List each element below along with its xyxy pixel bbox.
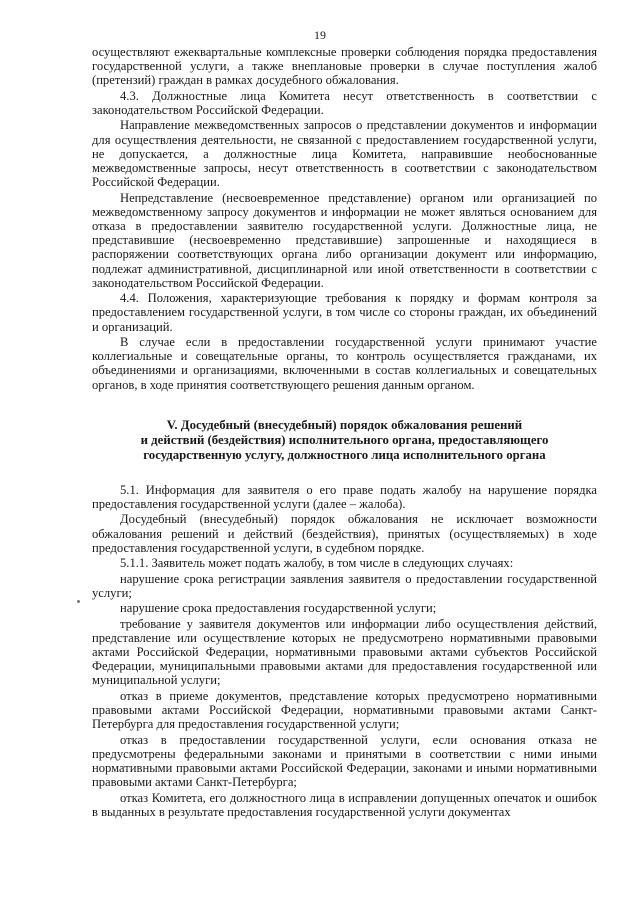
section-heading	[92, 418, 597, 463]
section-heading-line: и действий (бездействия) исполнительного органа, предоставляющего	[140, 432, 549, 447]
paragraph-5-1: 5.1. Информация для заявителя о его праве подать жалобу на нарушение порядка предоставления государственной услуги (далее – жалоба).	[92, 482, 597, 512]
paragraph-4-3: 4.3. Должностные лица Комитета несут ответственность в соответствии с законодательством Российской Федерации.	[92, 88, 597, 117]
paragraph-5-1-1: 5.1.1. Заявитель может подать жалобу, в том числе в следующих случаях:	[120, 556, 514, 571]
section-heading-line: V. Досудебный (внесудебный) порядок обжалования решений	[166, 417, 523, 432]
paragraph-4-4: 4.4. Положения, характеризующие требования к порядку и формам контроля за предоставлением государственной услуги, в том числе со стороны граждан, их объединений и организаций.	[92, 291, 597, 334]
paragraph-interagency-requests: Направление межведомственных запросов о представлении документов и информации для осуществления деятельности, не связанной с предоставлением государственной услуги, не допускается, а должностные лица Комитета, направившие необоснованные межведомственные запросы, несут ответственность в соответствии с законодательством Российской Федерации.	[92, 118, 597, 190]
list-item-service-deadline: нарушение срока предоставления государственной услуги;	[120, 601, 437, 616]
paragraph-continuation: осуществляют ежеквартальные комплексные проверки соблюдения порядка предоставления государственной услуги, а также внеплановые проверки в случае поступления жалоб (претензий) граждан в рамках досудебного обжалования.	[92, 45, 597, 88]
page-number: 19	[314, 28, 326, 42]
paragraph-pretrial-procedure: Досудебный (внесудебный) порядок обжалования не исключает возможности обжалования решений и действий (бездействия), принятых (осуществляемых) в ходе предоставления государственной услуги, в судебном порядке.	[92, 512, 597, 555]
list-item-refusal-of-service: отказ в предоставлении государственной услуги, если основания отказа не предусмотрены федеральными законами и принятыми в соответствии с ними иными нормативными правовыми актами Российской Федерации, законами и иными нормативными правовыми актами Санкт-Петербурга;	[92, 732, 597, 790]
section-heading-line: государственную услугу, должностного лица исполнительного органа	[143, 447, 546, 462]
scan-mark	[77, 600, 80, 603]
paragraph-collegial-bodies: В случае если в предоставлении государственной услуги принимают участие коллегиальные и совещательные органы, то контроль осуществляется гражданами, их объединениями и организациями, включенными в состав коллегиальных и совещательных органов, в ходе принятия соответствующего решения данным органом.	[92, 335, 597, 392]
paragraph-non-submission: Непредставление (несвоевременное представление) органом или организацией по межведомственному запросу документов и информации не может являться основанием для отказа в предоставлении заявителю государственной услуги. Должностные лица, не представившие (несвоевременно представившие) запрошенные и находящиеся в распоряжении соответствующих органа либо организации документ или информацию, подлежат административной, дисциплинарной или иной ответственности в соответствии с законодательством Российской Федерации.	[92, 190, 597, 290]
list-item-registration-deadline: нарушение срока регистрации заявления заявителя о предоставлении государственной услуги;	[92, 571, 597, 600]
list-item-refusal-to-correct: отказ Комитета, его должностного лица в исправлении допущенных опечаток и ошибок в выданных в результате предоставления государственной услуги документах	[92, 790, 597, 819]
list-item-document-requirement: требование у заявителя документов или информации либо осуществления действий, представление или осуществление которых не предусмотрено нормативными правовыми актами Российской Федерации, нормативными правовыми актами субъектов Российской Федерации, муниципальными правовыми актами для предоставления государственной или муниципальной услуги;	[92, 616, 597, 688]
list-item-refusal-to-accept: отказ в приеме документов, представление которых предусмотрено нормативными правовыми актами Российской Федерации, нормативными правовыми актами Санкт-Петербурга для предоставления государственной услуги;	[92, 688, 597, 732]
document-body	[92, 45, 597, 819]
